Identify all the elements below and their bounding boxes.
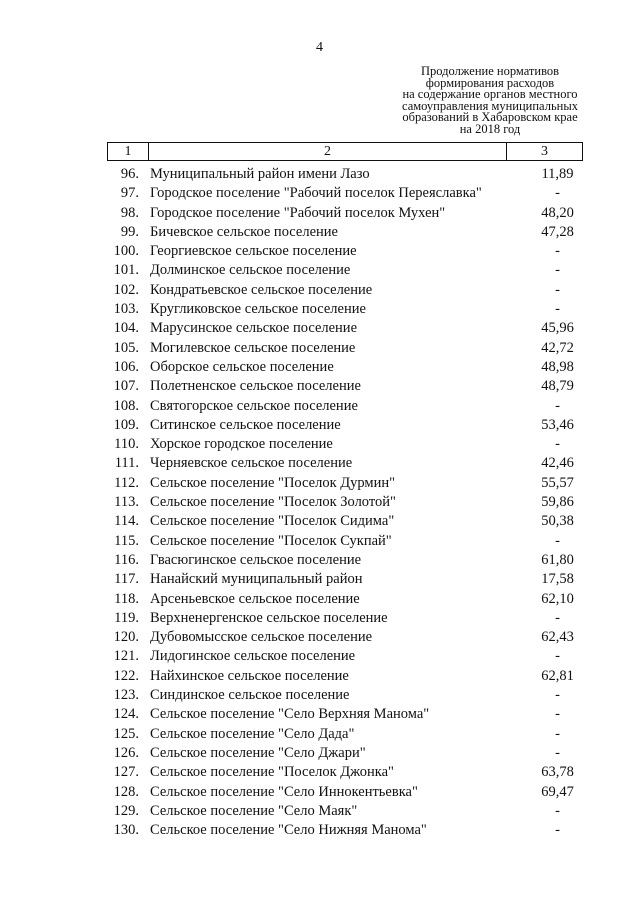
row-number: 122. (113, 667, 139, 684)
municipality-name: Сельское поселение "Село Дада" (150, 725, 355, 742)
norm-value: 45,96 (541, 320, 574, 337)
table-row (0, 783, 639, 802)
page-number: 4 (316, 40, 323, 55)
table-header (107, 142, 583, 161)
norm-value: - (555, 397, 560, 414)
row-number: 119. (114, 609, 139, 626)
table-row (0, 223, 639, 242)
norm-value: 63,78 (541, 764, 574, 781)
norm-value: - (555, 609, 560, 626)
table-row (0, 686, 639, 705)
municipality-name: Сельское поселение "Поселок Джонка" (150, 764, 394, 781)
row-number: 125. (113, 725, 139, 742)
table-caption (375, 66, 605, 135)
row-number: 127. (113, 764, 139, 781)
row-number: 108. (113, 397, 139, 414)
row-number: 126. (113, 744, 139, 761)
norm-value: - (555, 802, 560, 819)
table-row (0, 242, 639, 261)
caption-line: образований в Хабаровском крае (402, 110, 578, 124)
municipality-name: Святогорское сельское поселение (150, 397, 358, 414)
norm-value: - (555, 725, 560, 742)
row-number: 115. (114, 532, 139, 549)
norm-value: 42,72 (541, 339, 574, 356)
norm-value: 59,86 (541, 494, 574, 511)
row-number: 129. (113, 802, 139, 819)
row-number: 106. (113, 358, 139, 375)
table-row (0, 570, 639, 589)
row-number: 107. (113, 378, 139, 395)
row-number: 102. (113, 281, 139, 298)
municipality-name: Бичевское сельское поселение (150, 223, 338, 240)
row-number: 104. (113, 320, 139, 337)
municipality-name: Сельское поселение "Село Маяк" (150, 802, 358, 819)
norm-value: - (555, 532, 560, 549)
municipality-name: Сельское поселение "Село Джари" (150, 744, 366, 761)
municipality-name: Синдинское сельское поселение (150, 687, 350, 704)
table-body (0, 165, 639, 840)
municipality-name: Дубовомысское сельское поселение (150, 629, 373, 646)
caption-line: на содержание органов местного (402, 87, 578, 101)
row-number: 99. (120, 223, 139, 240)
table-row (0, 667, 639, 686)
table-row (0, 339, 639, 358)
table-row (0, 763, 639, 782)
row-number: 128. (113, 783, 139, 800)
municipality-name: Марусинское сельское поселение (150, 320, 358, 337)
row-number: 111. (114, 455, 139, 472)
row-number: 105. (113, 339, 139, 356)
norm-value: 11,89 (541, 166, 574, 182)
norm-value: 42,46 (541, 455, 574, 472)
norm-value: 53,46 (541, 416, 574, 433)
table-row (0, 184, 639, 203)
row-number: 120. (113, 629, 139, 646)
norm-value: 48,20 (541, 204, 574, 221)
table-row (0, 744, 639, 763)
norm-value: 48,98 (541, 358, 574, 375)
row-number: 98. (120, 204, 139, 221)
norm-value: - (555, 744, 560, 761)
norm-value: - (555, 648, 560, 665)
row-number: 97. (120, 185, 139, 202)
table-row (0, 802, 639, 821)
table-row (0, 725, 639, 744)
municipality-name: Городское поселение "Рабочий поселок Переяславка" (150, 185, 482, 202)
municipality-name: Хорское городское поселение (150, 436, 333, 453)
municipality-name: Георгиевское сельское поселение (150, 243, 357, 260)
municipality-name: Лидогинское сельское поселение (150, 648, 356, 665)
municipality-name: Кондратьевское сельское поселение (150, 281, 373, 298)
norm-value: - (555, 243, 560, 260)
municipality-name: Сельское поселение "Село Верхняя Манома" (150, 706, 430, 723)
municipality-name: Кругликовское сельское поселение (150, 301, 366, 318)
row-number: 124. (113, 706, 139, 723)
column-header-value: 3 (507, 143, 583, 161)
column-header-number: 1 (108, 143, 149, 161)
row-number: 116. (114, 551, 139, 568)
norm-value: - (555, 706, 560, 723)
municipality-name: Полетненское сельское поселение (150, 378, 361, 395)
table-row (0, 300, 639, 319)
row-number: 101. (113, 262, 139, 279)
caption-line: самоуправления муниципальных (402, 98, 578, 113)
table-row (0, 647, 639, 666)
table-row (0, 281, 639, 300)
municipality-name: Сельское поселение "Поселок Сукпай" (150, 532, 392, 549)
municipality-name: Гвасюгинское сельское поселение (150, 551, 362, 568)
row-number: 114. (114, 513, 139, 530)
norm-value: 48,79 (541, 378, 574, 395)
municipality-name: Долминское сельское поселение (150, 262, 351, 279)
norm-value: - (555, 301, 560, 318)
row-number: 112. (114, 474, 139, 491)
row-number: 121. (113, 648, 139, 665)
municipality-name: Сельское поселение "Село Нижняя Манома" (150, 822, 427, 839)
municipality-name: Ситинское сельское поселение (150, 416, 341, 433)
norm-value: - (555, 185, 560, 202)
norm-value: - (555, 281, 560, 298)
municipality-name: Найхинское сельское поселение (150, 667, 349, 684)
table-row (0, 165, 639, 184)
municipality-name: Черняевское сельское поселение (150, 455, 353, 472)
table-row (0, 821, 639, 840)
municipality-name: Городское поселение "Рабочий поселок Мухен" (150, 204, 446, 221)
row-number: 96. (120, 166, 139, 182)
table-row (0, 377, 639, 396)
municipality-name: Нанайский муниципальный район (150, 571, 363, 588)
table-row (0, 454, 639, 473)
norm-value: 61,80 (541, 551, 574, 568)
municipality-name: Муниципальный район имени Лазо (150, 166, 370, 182)
table-row (0, 416, 639, 435)
norm-value: 62,10 (541, 590, 574, 607)
row-number: 118. (114, 590, 139, 607)
table-row (0, 628, 639, 647)
caption-line: Продолжение нормативов (420, 64, 560, 78)
municipality-name: Сельское поселение "Поселок Золотой" (150, 494, 396, 511)
table-row (0, 261, 639, 280)
table-row (0, 397, 639, 416)
row-number: 123. (113, 687, 139, 704)
table-row (0, 435, 639, 454)
table-row (0, 532, 639, 551)
norm-value: 47,28 (541, 223, 574, 240)
norm-value: 62,43 (541, 629, 574, 646)
caption-line: на 2018 год (459, 121, 521, 136)
table-row (0, 319, 639, 338)
row-number: 130. (113, 822, 139, 839)
table-row (0, 512, 639, 531)
norm-value: 55,57 (541, 474, 574, 491)
row-number: 117. (114, 571, 139, 588)
table-row (0, 204, 639, 223)
municipality-name: Верхненергенское сельское поселение (150, 609, 388, 626)
table-row (0, 590, 639, 609)
municipality-name: Арсеньевское сельское поселение (150, 590, 360, 607)
table-row (0, 474, 639, 493)
municipality-name: Сельское поселение "Село Иннокентьевка" (150, 783, 418, 800)
row-number: 103. (113, 301, 139, 318)
municipality-name: Сельское поселение "Поселок Сидима" (150, 513, 395, 530)
table-row (0, 493, 639, 512)
row-number: 100. (113, 243, 139, 260)
table-row (0, 551, 639, 570)
table-row (0, 358, 639, 377)
municipality-name: Оборское сельское поселение (150, 358, 334, 375)
norm-value: 17,58 (541, 571, 574, 588)
municipality-name: Сельское поселение "Поселок Дурмин" (150, 474, 396, 491)
caption-line: формирования расходов (425, 75, 555, 90)
row-number: 113. (114, 494, 139, 511)
norm-value: - (555, 822, 560, 839)
norm-value: - (555, 436, 560, 453)
row-number: 109. (113, 416, 139, 433)
norm-value: 50,38 (541, 513, 574, 530)
row-number: 110. (114, 436, 139, 453)
column-header-name: 2 (149, 143, 507, 161)
municipality-name: Могилевское сельское поселение (150, 339, 356, 356)
norm-value: 69,47 (541, 783, 574, 800)
norm-value: - (555, 687, 560, 704)
table-row (0, 705, 639, 724)
table-row (0, 609, 639, 628)
norm-value: 62,81 (541, 667, 574, 684)
norm-value: - (555, 262, 560, 279)
